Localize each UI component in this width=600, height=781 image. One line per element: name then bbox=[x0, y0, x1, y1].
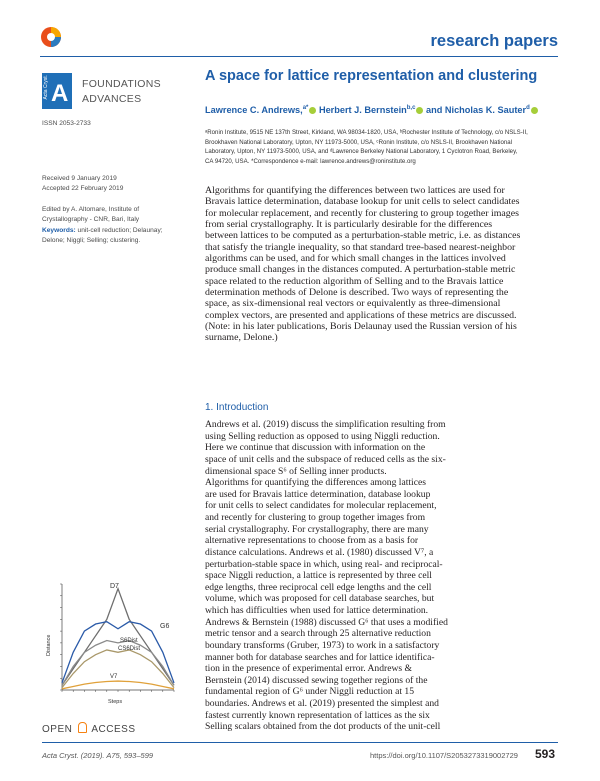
author-sup: b,c bbox=[406, 105, 416, 111]
affiliation-line: ᵃRonin Institute, 9515 NE 137th Street, Kirkland, WA 98034-1820, USA, ᵇRochester Institute of Technology, c/o NSLS-II, bbox=[205, 129, 528, 136]
issn: ISSN 2053-2733 bbox=[42, 120, 91, 127]
abstract-line: complex vectors, are presented and applications of these metrics are discussed. bbox=[205, 309, 517, 321]
chart-series-cs6dist bbox=[62, 650, 174, 688]
intro-line: fastest currently known representation of lattices as the six bbox=[205, 709, 430, 721]
abstract-line: Bravais lattice determination, database lookup for unit cells to select candidates bbox=[205, 196, 520, 208]
intro-line: dimensional space S⁶ of Selling inner products. bbox=[205, 465, 387, 477]
intro-line: boundary transforms (Gruber, 1973) to work in a satisfactory bbox=[205, 639, 440, 651]
intro-line: fundamental region of G⁶ under Niggli reduction at 15 bbox=[205, 686, 415, 698]
chart-series-d7 bbox=[62, 589, 174, 686]
chart-label-g6: G6 bbox=[160, 623, 170, 630]
intro-line: using Selling reduction as opposed to using Niggli reduction. bbox=[205, 430, 440, 442]
intro-line: Here we continue that discussion with information on the bbox=[205, 442, 426, 454]
article-title: A space for lattice representation and clustering bbox=[205, 68, 538, 84]
intro-line: serial crystallography. For crystallography, there are many bbox=[205, 523, 429, 535]
intro-body bbox=[205, 419, 560, 733]
author-sup: a* bbox=[302, 105, 309, 111]
abstract-line: for molecular replacement, and recently for clustering to group together images bbox=[205, 207, 519, 219]
chart-label-v7: V7 bbox=[110, 674, 118, 680]
chart-series-v7 bbox=[62, 681, 174, 689]
intro-line: Algorithms for quantifying the differences among lattices bbox=[205, 477, 426, 489]
intro-line: boundaries. Andrews et al. (2019) presented the simplest and bbox=[205, 698, 439, 709]
page-number: 593 bbox=[535, 747, 556, 761]
intro-line: Andrews & Bernstein (1988) discussed G⁶ that uses a modified bbox=[205, 616, 448, 628]
intro-line: space of unit cells and the subspace of reduced cells as the six- bbox=[205, 453, 446, 465]
affiliation-line: Laboratory, Upton, NY 11973-5000, USA, and ᵈLawrence Berkeley National Laboratory, 1 Cyclotron Road, Berkeley, bbox=[205, 148, 518, 156]
figure bbox=[42, 576, 182, 706]
received-date: Received 9 January 2019 bbox=[42, 175, 117, 182]
affiliation-line: Brookhaven National Laboratory, Upton, NY 11973-5000, USA, ᶜRonin Institute, c/o NSLS-II, Brookhaven National bbox=[205, 138, 513, 146]
affiliation-line: CA 94720, USA. *Correspondence e-mail: lawrence.andrews@roninstitute.org bbox=[205, 157, 416, 165]
intro-line: which has difficulties when used for lattice determination. bbox=[205, 605, 429, 616]
chart-ylabel: Distance bbox=[46, 634, 52, 656]
intro-line: space Niggli reduction, a lattice is represented by three cell bbox=[205, 570, 432, 582]
intro-line: edge lengths, three reciprocal cell edge lengths and the cell bbox=[205, 581, 432, 593]
keywords-label: Keywords: bbox=[42, 227, 76, 234]
intro-line: Bernstein (2014) discussed sewing together regions of the bbox=[205, 674, 428, 686]
keywords-line-2: Delone; Niggli; Selling; clustering. bbox=[42, 237, 141, 244]
editor-line: Edited by A. Altomare, Institute of bbox=[42, 206, 140, 213]
affiliations bbox=[205, 128, 565, 166]
abstract-line: space, as six-dimensional real vectors or equivalently as three-dimensional bbox=[205, 298, 501, 310]
section-header: research papers bbox=[430, 32, 558, 50]
intro-line: alternative representations to choose from as a basis for bbox=[205, 535, 419, 547]
chart-label-s6dist: S6Dist bbox=[120, 638, 138, 644]
open-access-text: OPEN bbox=[42, 724, 73, 735]
abstract bbox=[205, 185, 567, 344]
accepted-date: Accepted 22 February 2019 bbox=[42, 185, 124, 192]
journal-logo-side-text: Acta Cryst. bbox=[43, 75, 49, 100]
intro-line: distance calculations. Andrews et al. (1980) discussed V⁷, a bbox=[205, 546, 434, 558]
section-heading: 1. Introduction bbox=[205, 402, 269, 413]
intro-line: for unit cells to select candidates for molecular replacement, bbox=[205, 500, 437, 512]
journal-logo bbox=[42, 73, 72, 109]
intro-line: volume, which was proposed for cell database searches, but bbox=[205, 593, 435, 605]
abstract-line: space related to the reduction algorithm of Selling and to the Bravais lattice bbox=[205, 275, 504, 287]
abstract-line: determination methods of Delone is described. Two ways of representing the bbox=[205, 287, 509, 299]
journal-logo-letter: A bbox=[51, 80, 69, 107]
open-access-text: ACCESS bbox=[91, 724, 136, 735]
orcid-icon[interactable] bbox=[416, 107, 423, 114]
abstract-line: between lattices to be computed as a perturbation-stable metric, i.e. as distances bbox=[205, 230, 521, 242]
keywords-text: unit-cell reduction; Delaunay; bbox=[75, 227, 163, 234]
orcid-icon[interactable] bbox=[531, 107, 538, 114]
journal-name-2: ADVANCES bbox=[82, 93, 142, 105]
journal-name-1: FOUNDATIONS bbox=[82, 78, 161, 90]
author-name: and Nicholas K. Sauter bbox=[426, 105, 527, 116]
intro-line: metric tensor and a search through 25 alternative reduction bbox=[205, 628, 431, 640]
footer-rule bbox=[42, 742, 558, 743]
author-name: Lawrence C. Andrews, bbox=[205, 105, 303, 116]
editor-line: Crystallography - CNR, Bari, Italy bbox=[42, 216, 140, 223]
abstract-line: surname, Delone.) bbox=[205, 332, 278, 344]
open-access-lock-icon bbox=[78, 722, 87, 733]
abstract-line: algorithms can be used, and for which small changes in the lattices involved bbox=[205, 253, 506, 265]
intro-line: Andrews et al. (2019) discuss the simplification resulting from bbox=[205, 419, 446, 430]
chart-label-d7: D7 bbox=[110, 583, 119, 590]
abstract-line: that satisfy the triangle inequality, so that standard tree-based nearest-neighbor bbox=[205, 241, 516, 253]
intro-line: and recently for clustering to group together images from bbox=[205, 512, 426, 523]
abstract-line: produce small changes in the distances computed. A perturbation-stable metric bbox=[205, 264, 516, 276]
chart-label-cs6dist: CS6Dist bbox=[118, 646, 141, 652]
distance-chart bbox=[42, 576, 182, 706]
author-sup: d bbox=[526, 105, 530, 111]
intro-line: are used for Bravais lattice determination, database lookup bbox=[205, 488, 431, 500]
abstract-line: from serial crystallography. It is particularly desirable for the differences bbox=[205, 219, 493, 231]
chart-xlabel: Steps bbox=[108, 699, 123, 705]
footer-doi[interactable]: https://doi.org/10.1107/S2053273319002729 bbox=[370, 751, 518, 760]
intro-line: manner both for database searches and for lattice identifica- bbox=[205, 651, 435, 663]
author-name: Herbert J. Bernstein bbox=[318, 105, 407, 116]
header-rule bbox=[40, 56, 558, 57]
intro-line: perturbation-stable space in which, using real- and reciprocal- bbox=[205, 558, 443, 570]
iucr-logo-icon bbox=[40, 26, 62, 48]
intro-line: Selling scalars obtained from the dot products of the unit-cell bbox=[205, 721, 441, 733]
author-list bbox=[205, 105, 538, 115]
abstract-line: (Note: in his later publications, Boris Delaunay used the Russian version of his bbox=[205, 321, 517, 333]
intro-line: tion in the presence of experimental error. Andrews & bbox=[205, 663, 412, 675]
footer-citation: Acta Cryst. (2019). A75, 593–599 bbox=[42, 751, 154, 760]
open-access-badge bbox=[42, 722, 135, 735]
keywords bbox=[42, 226, 163, 235]
abstract-line: Algorithms for quantifying the differences between two lattices are used for bbox=[205, 185, 505, 196]
orcid-icon[interactable] bbox=[309, 107, 316, 114]
